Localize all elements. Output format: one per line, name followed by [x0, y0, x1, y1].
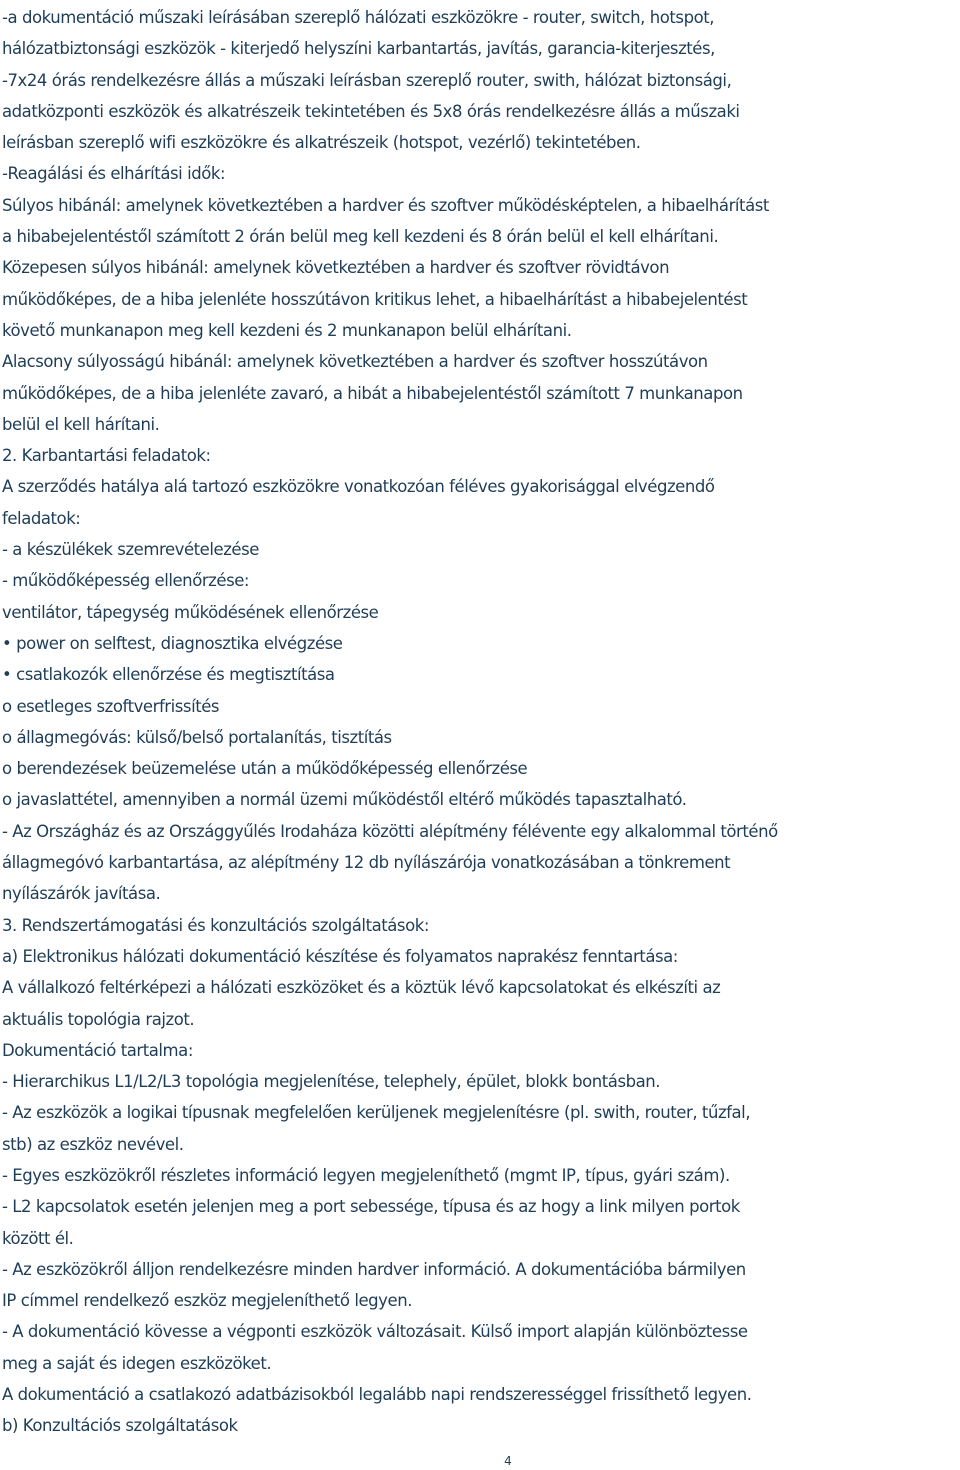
text-line: stb) az eszköz nevével. — [2, 1134, 184, 1154]
text-line: aktuális topológia rajzot. — [2, 1009, 195, 1029]
text-line: Közepesen súlyos hibánál: amelynek következtében a hardver és szoftver rövidtávon — [2, 258, 670, 278]
subsection-heading: b) Konzultációs szolgáltatások — [2, 1416, 238, 1436]
list-item: - Hierarchikus L1/L2/L3 topológia megjelenítése, telephely, épület, blokk bontásban. — [2, 1072, 661, 1092]
bullet-item: • power on selftest, diagnosztika elvégzése — [2, 633, 343, 653]
document-body — [2, 2, 958, 1442]
text-line: követő munkanapon meg kell kezdeni és 2 munkanapon belül elhárítani. — [2, 320, 572, 340]
section-heading: -Reagálási és elhárítási idők: — [2, 164, 226, 184]
text-line: között él. — [2, 1228, 74, 1248]
text-line: ventilátor, tápegység működésének ellenőrzése — [2, 602, 379, 622]
text-line: Dokumentáció tartalma: — [2, 1040, 193, 1060]
text-line: Súlyos hibánál: amelynek következtében a hardver és szoftver működésképtelen, a hibaelhárítást — [2, 195, 769, 215]
text-line: belül el kell hárítani. — [2, 414, 160, 434]
text-line: A vállalkozó feltérképezi a hálózati eszközöket és a köztük lévő kapcsolatokat és elkészíti az — [2, 978, 721, 998]
list-item: - A dokumentáció kövesse a végponti eszközök változásait. Külső import alapján különböztesse — [2, 1322, 748, 1342]
text-line: A szerződés hatálya alá tartozó eszközökre vonatkozóan féléves gyakorisággal elvégzendő — [2, 477, 715, 497]
text-line: működőképes, de a hiba jelenléte zavaró, a hibát a hibabejelentéstől számított 7 munkanapon — [2, 383, 743, 403]
text-line: A dokumentáció a csatlakozó adatbázisokból legalább napi rendszerességgel frissíthető legyen. — [2, 1385, 752, 1405]
list-item: o berendezések beüzemelése után a működőképesség ellenőrzése — [2, 759, 528, 779]
text-line: működőképes, de a hiba jelenléte hosszútávon kritikus lehet, a hibaelhárítást a hibabejelentést — [2, 289, 748, 309]
list-item: - Az eszközök a logikai típusnak megfelelően kerüljenek megjelenítésre (pl. swith, router, tűzfal, — [2, 1103, 751, 1123]
text-line: a hibabejelentéstől számított 2 órán belül meg kell kezdeni és 8 órán belül el kell elhárítani. — [2, 227, 719, 247]
text-line: -a dokumentáció műszaki leírásában szereplő hálózati eszközökre - router, switch, hotspot, — [2, 8, 715, 27]
list-item: - L2 kapcsolatok esetén jelenjen meg a port sebessége, típusa és az hogy a link milyen portok — [2, 1197, 740, 1217]
list-item: o javaslattétel, amennyiben a normál üzemi működéstől eltérő működés tapasztalható. — [2, 790, 687, 810]
list-item: o állagmegóvás: külső/belső portalanítás, tisztítás — [2, 727, 392, 747]
text-line: meg a saját és idegen eszközöket. — [2, 1353, 272, 1373]
list-item: - Az eszközökről álljon rendelkezésre minden hardver információ. A dokumentációba bármilyen — [2, 1259, 746, 1279]
list-item: - Egyes eszközökről részletes információ legyen megjeleníthető (mgmt IP, típus, gyári szám). — [2, 1165, 730, 1185]
text-line: állagmegóvó karbantartása, az alépítmény 12 db nyílászárója vonatkozásában a tönkrement — [2, 853, 731, 873]
page-number: 4 — [504, 1454, 512, 1468]
text-line: feladatok: — [2, 508, 81, 528]
text-line: IP címmel rendelkező eszköz megjeleníthető legyen. — [2, 1291, 413, 1311]
list-item: o esetleges szoftverfrissítés — [2, 696, 220, 716]
subsection-heading: a) Elektronikus hálózati dokumentáció készítése és folyamatos naprakész fenntartása: — [2, 946, 678, 966]
text-line: nyílászárók javítása. — [2, 884, 161, 904]
text-line: adatközponti eszközök és alkatrészeik tekintetében és 5x8 órás rendelkezésre állás a műszaki — [2, 101, 740, 121]
list-item: - működőképesség ellenőrzése: — [2, 571, 250, 591]
list-item: - a készülékek szemrevételezése — [2, 540, 259, 560]
text-line: leírásban szereplő wifi eszközökre és alkatrészeik (hotspot, vezérlő) tekintetében. — [2, 133, 641, 153]
section-heading: 2. Karbantartási feladatok: — [2, 446, 211, 466]
section-heading: 3. Rendszertámogatási és konzultációs szolgáltatások: — [2, 915, 429, 935]
text-line: -7x24 órás rendelkezésre állás a műszaki leírásban szereplő router, swith, hálózat biztonsági, — [2, 70, 732, 90]
bullet-item: • csatlakozók ellenőrzése és megtisztítása — [2, 665, 335, 685]
text-line: hálózatbiztonsági eszközök - kiterjedő helyszíni karbantartás, javítás, garancia-kiterjesztés, — [2, 39, 715, 59]
text-line: - Az Országház és az Országgyűlés Irodaháza közötti alépítmény félévente egy alkalommal történő — [2, 821, 778, 841]
text-line: Alacsony súlyosságú hibánál: amelynek következtében a hardver és szoftver hosszútávon — [2, 352, 708, 372]
